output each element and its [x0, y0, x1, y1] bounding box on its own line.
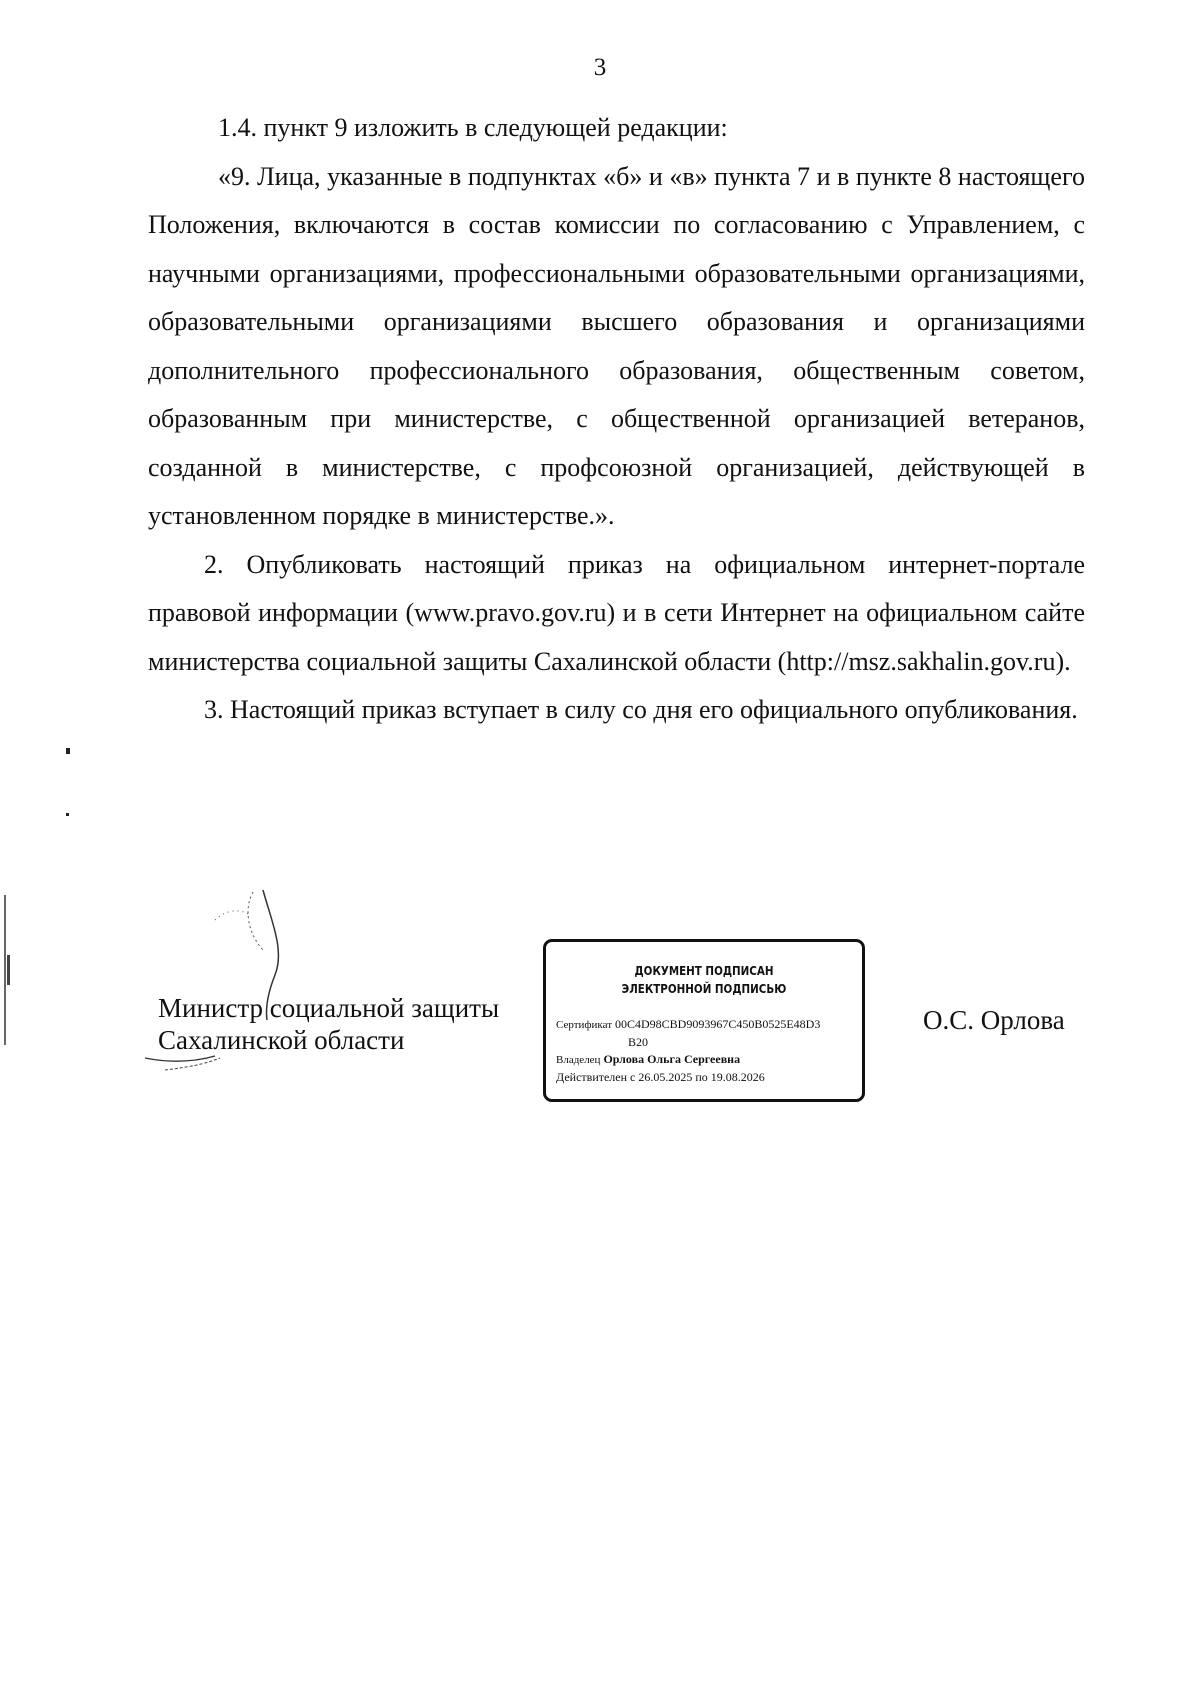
stamp-title-line-1: ДОКУМЕНТ ПОДПИСАН — [634, 964, 774, 978]
document-body — [148, 104, 1085, 735]
margin-mark — [7, 955, 10, 985]
position-line-1: Министр социальной защиты — [158, 993, 500, 1023]
margin-mark — [4, 895, 6, 1045]
page-number: 3 — [593, 54, 607, 81]
stamp-title-line-2: ЭЛЕКТРОННОЙ ПОДПИСЬЮ — [621, 982, 787, 996]
paragraph-item-9: «9. Лица, указанные в подпунктах «б» и «в» пункта 7 и в пункте 8 настоящего Положения, включаются в состав комиссии по согласованию с Управлением, с научными организациями, профессиональными образовательными организациями, образовательными организациями высшего образования и организациями дополнительного профессионального образования, общественным советом, образованным при министерстве, с общественной организацией ветеранов, созданной в министерстве, с профсоюзной организацией, действующей в установленном порядке в министерстве.». — [148, 161, 1085, 530]
signatory-name: О.С. Орлова — [923, 1005, 1065, 1035]
margin-mark — [66, 748, 70, 754]
electronic-signature-stamp — [543, 939, 865, 1102]
stamp-owner — [556, 1051, 856, 1069]
margin-mark — [66, 813, 69, 816]
stamp-details — [556, 1016, 856, 1086]
paragraph-1-4: 1.4. пункт 9 изложить в следующей редакции: — [218, 113, 728, 142]
position-line-2: Сахалинской области — [158, 1025, 405, 1055]
certificate-value-tail: B20 — [628, 1035, 649, 1049]
stamp-certificate — [556, 1016, 856, 1034]
owner-value: Орлова Ольга Сергеевна — [603, 1052, 741, 1066]
stamp-title — [568, 962, 840, 998]
paragraph-3: 3. Настоящий приказ вступает в силу со дня его официального опубликования. — [204, 695, 1078, 724]
certificate-value: 00C4D98CBD9093967C450B0525E48D3 — [615, 1017, 821, 1031]
owner-label: Владелец — [556, 1054, 601, 1066]
paragraph-2: 2. Опубликовать настоящий приказ на официальном интернет-портале правовой информации (www.pravo.gov.ru) и в сети Интернет на официальном сайте министерства социальной защиты Сахалинской области (http://msz.sakhalin.gov.ru). — [148, 549, 1085, 676]
stamp-validity: Действителен с 26.05.2025 по 19.08.2026 — [556, 1070, 765, 1084]
signatory-position — [158, 992, 499, 1056]
certificate-label: Сертификат — [556, 1019, 612, 1031]
